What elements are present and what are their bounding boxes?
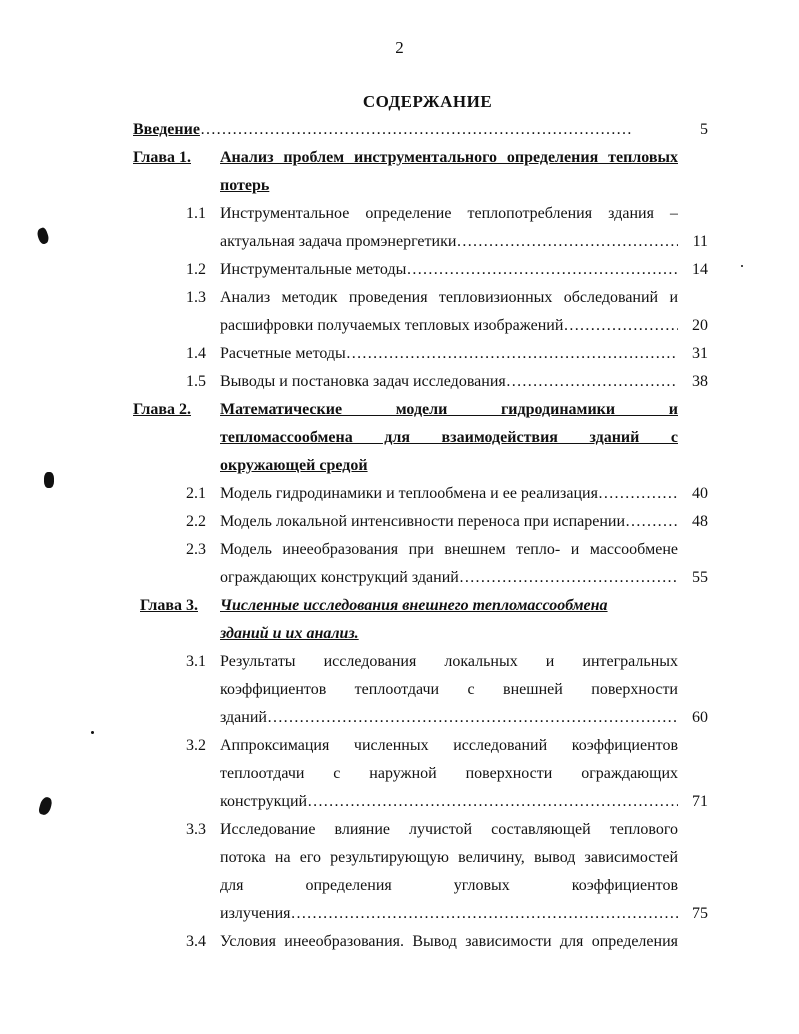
chapter3-title-line: Численные исследования внешнего тепломассообмена	[220, 597, 608, 614]
section-3-2-line: конструкций ………………………………………………………………………………………………………………………	[220, 791, 678, 813]
section-3-1-line: коэффициентов теплоотдачи с внешней поверхности	[220, 681, 678, 698]
chapter2-title-line: Математические модели гидродинамики и	[220, 401, 678, 418]
section-3-1-line: Результаты исследования локальных и интегральных	[220, 653, 678, 670]
scan-mark	[91, 731, 94, 734]
section-page: 14	[692, 261, 708, 278]
scan-mark	[36, 227, 51, 245]
intro-page: 5	[700, 121, 708, 138]
section-1-1-line: актуальная задача промэнергетики ………………………………………………………………………………………………………………………	[220, 231, 678, 253]
section-page: 55	[692, 569, 708, 586]
section-page: 31	[692, 345, 708, 362]
section-1-3-line: Анализ методик проведения тепловизионных обследований и	[220, 289, 678, 306]
section-number: 3.1	[186, 653, 206, 670]
section-page: 38	[692, 373, 708, 390]
chapter1-label: Глава 1.	[133, 149, 191, 166]
section-2-3-line: ограждающих конструкций зданий ………………………………………………………………………………………………………………………	[220, 567, 678, 589]
section-page: 48	[692, 513, 708, 530]
section-number: 1.1	[186, 205, 206, 222]
section-page: 75	[692, 905, 708, 922]
section-number: 2.2	[186, 513, 206, 530]
intro-label: Введение	[133, 121, 200, 138]
chapter3-label: Глава 3.	[140, 597, 198, 614]
section-number: 2.1	[186, 485, 206, 502]
section-1-2-line: Инструментальные методы ………………………………………………………………………………………………………………………	[220, 259, 678, 281]
chapter2-title-line: тепломассообмена для взаимодействия зданий с	[220, 429, 678, 446]
chapter1-title-line: потерь	[220, 177, 270, 194]
section-3-3-line: Исследование влияние лучистой составляющей теплового	[220, 821, 678, 838]
section-1-3-line: расшифровки получаемых тепловых изображений ………………………………………………………………………………………………………………………	[220, 315, 678, 337]
section-3-3-line: излучения ………………………………………………………………………………………………………………………	[220, 903, 678, 925]
section-3-1-line: зданий ………………………………………………………………………………………………………………………	[220, 707, 678, 729]
chapter2-label: Глава 2.	[133, 401, 191, 418]
section-page: 71	[692, 793, 708, 810]
section-number: 1.3	[186, 289, 206, 306]
chapter2-title-line: окружающей средой	[220, 457, 368, 474]
section-number: 1.2	[186, 261, 206, 278]
section-number: 3.2	[186, 737, 206, 754]
section-1-1-line: Инструментальное определение теплопотребления здания –	[220, 205, 678, 222]
section-number: 2.3	[186, 541, 206, 558]
section-page: 11	[692, 233, 708, 250]
scan-mark	[44, 472, 54, 488]
section-2-1-line: Модель гидродинамики и теплообмена и ее реализация ………………………………………………………………………………………………………………………	[220, 483, 678, 505]
section-3-2-line: теплоотдачи с наружной поверхности ограждающих	[220, 765, 678, 782]
section-1-4-line: Расчетные методы ………………………………………………………………………………………………………………………	[220, 343, 678, 365]
section-number: 3.4	[186, 933, 206, 950]
section-2-2-line: Модель локальной интенсивности переноса при испарении ………………………………………………………………………………………………………………………	[220, 511, 678, 533]
section-1-5-line: Выводы и постановка задач исследования ………………………………………………………………………………………………………………………	[220, 371, 678, 393]
scan-mark	[741, 265, 743, 267]
section-number: 1.4	[186, 345, 206, 362]
page-number: 2	[395, 38, 404, 57]
section-3-4-line: Условия инееобразования. Вывод зависимости для определения	[220, 933, 678, 950]
section-number: 3.3	[186, 821, 206, 838]
section-3-2-line: Аппроксимация численных исследований коэффициентов	[220, 737, 678, 754]
section-2-3-line: Модель инееобразования при внешнем тепло- и массообмене	[220, 541, 678, 558]
section-page: 40	[692, 485, 708, 502]
scan-mark	[38, 796, 53, 816]
toc-intro	[133, 119, 633, 141]
section-3-3-line: для определения угловых коэффициентов	[220, 877, 678, 894]
chapter1-title-line: Анализ проблем инструментального определения тепловых	[220, 149, 678, 166]
section-page: 20	[692, 317, 708, 334]
section-number: 1.5	[186, 373, 206, 390]
toc-title: СОДЕРЖАНИЕ	[362, 92, 493, 111]
section-page: 60	[692, 709, 708, 726]
chapter3-title-line: зданий и их анализ.	[220, 625, 359, 642]
section-3-3-line: потока на его результирующую величину, вывод зависимостей	[220, 849, 678, 866]
